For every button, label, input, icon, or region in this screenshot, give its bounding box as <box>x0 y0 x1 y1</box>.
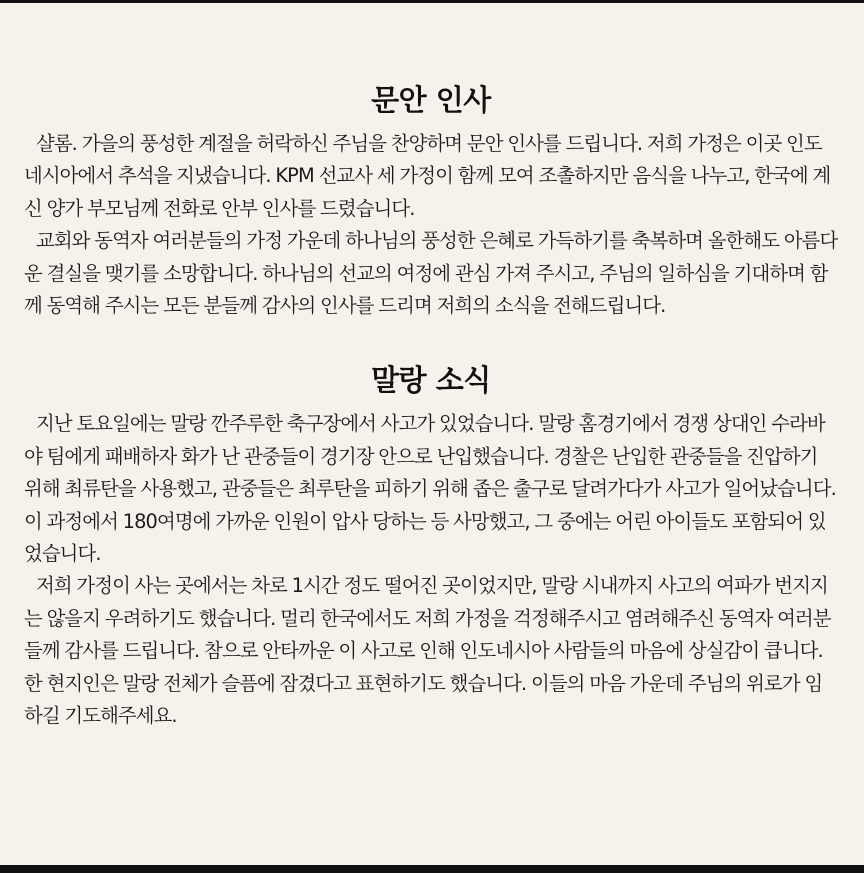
malang-news-paragraph-1: 지난 토요일에는 말랑 깐주루한 축구장에서 사고가 있었습니다. 말랑 홈경기에서 경쟁 상대인 수라바야 팀에게 패배하자 화가 난 관중들이 경기장 안으로 난입했습니다. 경찰은 난입한 관중들을 진압하기 위해 최류탄을 사용했고, 관중들은 최루탄을 피하기 위해 좁은 출구로 달려가다가 사고가 일어났습니다. 이 과정에서 180여명에 가까운 인원이 압사 당하는 등 사망했고, 그 중에는 어린 아이들도 포함되어 있었습니다. <box>24 412 836 566</box>
newsletter-document <box>24 80 838 733</box>
malang-news-paragraph-2: 저희 가정이 사는 곳에서는 차로 1시간 정도 떨어진 곳이었지만, 말랑 시내까지 사고의 여파가 번지지는 않을지 우려하기도 했습니다. 멀리 한국에서도 저희 가정을 걱정해주시고 염려해주신 동역자 여러분들께 감사를 드립니다. 참으로 안타까운 이 사고로 인해 인도네시아 사람들의 마음에 상실감이 큽니다. 한 현지인은 말랑 전체가 슬픔에 잠겼다고 표현하기도 했습니다. 이들의 마음 가운데 주님의 위로가 임하길 기도해주세요. <box>24 574 831 728</box>
malang-news-body <box>24 408 838 732</box>
bottom-border <box>0 865 864 873</box>
greeting-paragraph-2: 교회와 동역자 여러분들의 가정 가운데 하나님의 풍성한 은혜로 가득하기를 축복하며 올한해도 아름다운 결실을 맺기를 소망합니다. 하나님의 선교의 여정에 관심 가져 주시고, 주님의 일하심을 기대하며 함께 동역해 주시는 모든 분들께 감사의 인사를 드리며 저희의 소식을 전해드립니다. <box>24 229 838 318</box>
greeting-section <box>24 80 838 322</box>
top-border <box>0 0 864 3</box>
malang-news-title: 말랑 소식 <box>371 363 491 398</box>
greeting-title: 문안 인사 <box>371 83 491 117</box>
malang-news-section <box>24 360 838 732</box>
greeting-paragraph-1: 샬롬. 가을의 풍성한 계절을 허락하신 주님을 찬양하며 문안 인사를 드립니다. 저희 가정은 이곳 인도네시아에서 추석을 지냈습니다. KPM 선교사 세 가정이 함께 모여 조촐하지만 음식을 나누고, 한국에 계신 양가 부모님께 전화로 안부 인사를 드렸습니다. <box>24 132 831 220</box>
greeting-body <box>24 128 838 322</box>
